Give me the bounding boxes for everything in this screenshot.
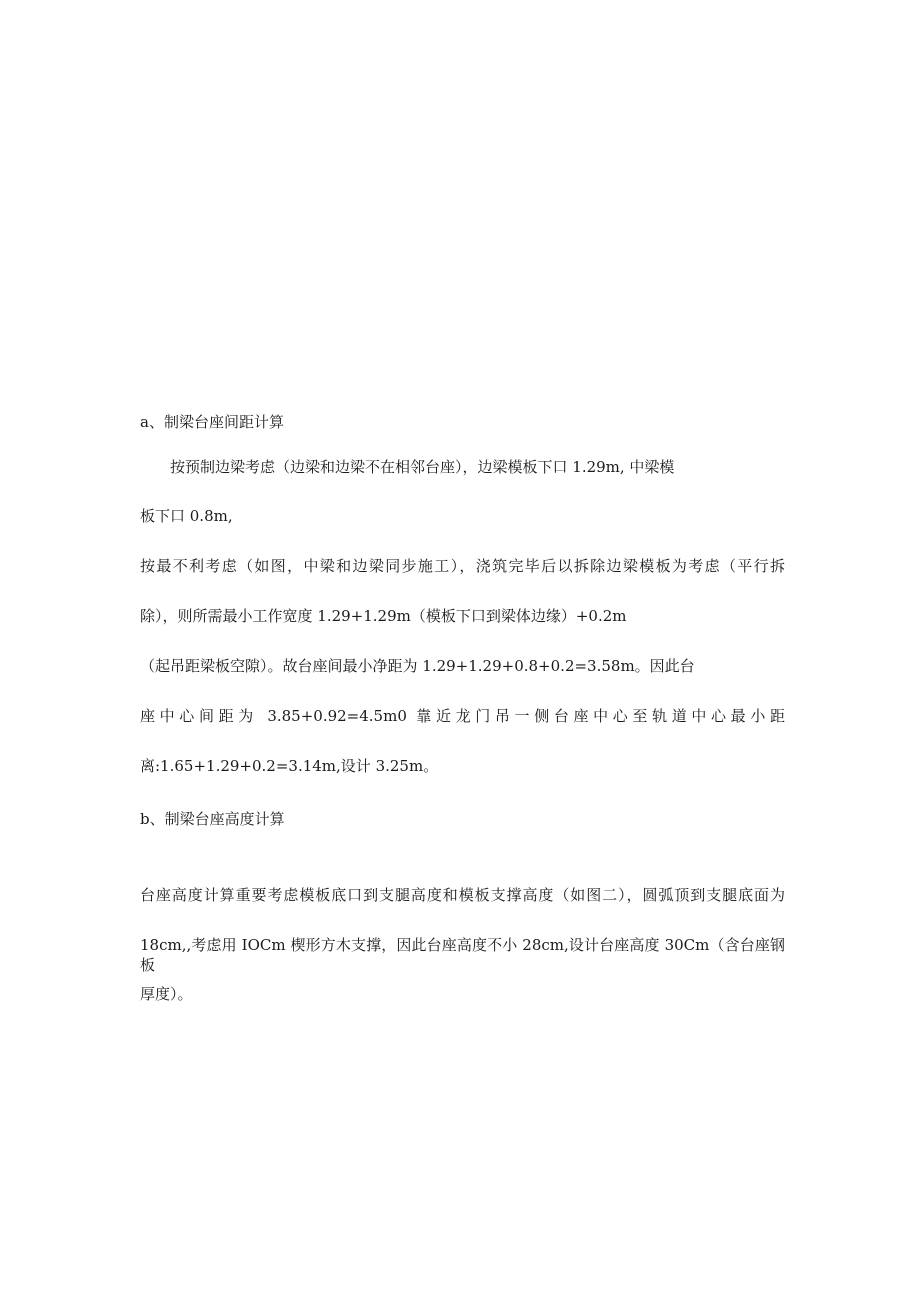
section-b-line-3: 厚度）。 <box>140 985 193 1003</box>
section-a-heading: a、制梁台座间距计算 <box>140 413 284 431</box>
section-a-line-6: 座中心间距为 3.85+0.92=4.5m0 靠近龙门吊一侧台座中心至轨道中心最小距 <box>140 707 785 725</box>
section-b-line-2: 18cm,,考虑用 IOCm 楔形方木支撑，因此台座高度不小 28cm,设计台座高度 30Cm（含台座钢板 <box>140 936 785 974</box>
section-a-line-5: （起吊距梁板空隙）。故台座间最小净距为 1.29+1.29+0.8+0.2=3.58m。因此台 <box>140 657 695 675</box>
section-a-line-4: 除），则所需最小工作宽度 1.29+1.29m（模板下口到梁体边缘）+0.2m <box>140 607 627 625</box>
section-a-line-2: 板下口 0.8m, <box>140 507 233 525</box>
section-b-heading: b、制梁台座高度计算 <box>140 810 285 828</box>
section-a-line-1: 按预制边梁考虑（边梁和边梁不在相邻台座），边梁模板下口 1.29m, 中梁模 <box>170 458 675 476</box>
section-a-line-7: 离:1.65+1.29+0.2=3.14m,设计 3.25m。 <box>140 757 439 775</box>
section-b-line-1: 台座高度计算重要考虑模板底口到支腿高度和模板支撑高度（如图二），圆弧顶到支腿底面为 <box>140 886 785 904</box>
section-a-line-3: 按最不利考虑（如图，中梁和边梁同步施工），浇筑完毕后以拆除边梁模板为考虑（平行拆 <box>140 557 785 575</box>
